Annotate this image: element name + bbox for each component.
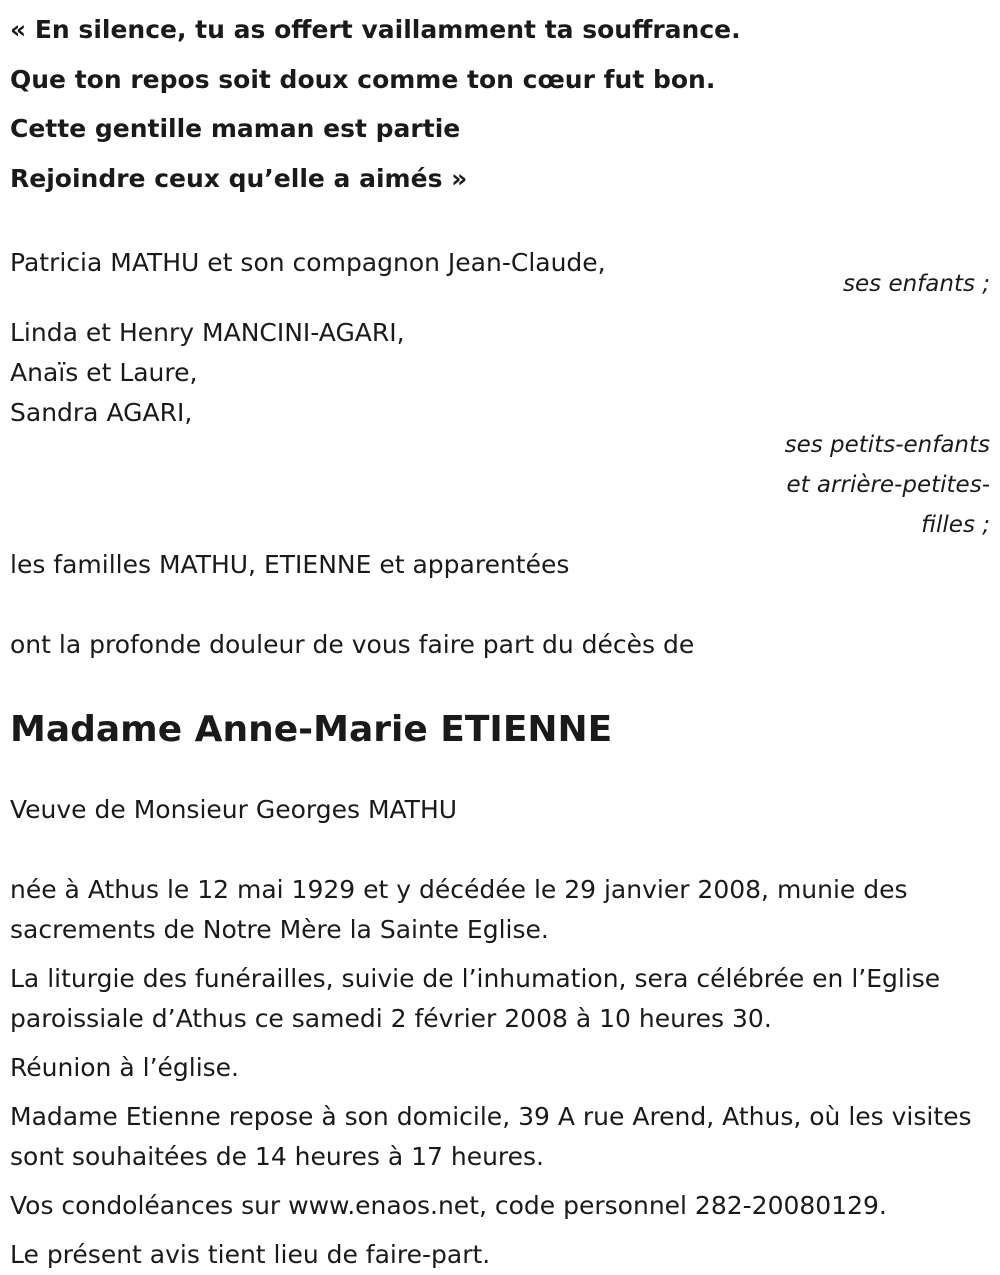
- detail-paragraph: La liturgie des funérailles, suivie de l’inhumation, sera célébrée en l’Eglise paroissiale d’Athus ce samedi 2 février 2008 à 10 heures 30.: [10, 964, 941, 1033]
- details-section: [10, 870, 990, 1275]
- grandchild-name: Linda et Henry MANCINI-AGARI,: [10, 318, 405, 347]
- spacer: [10, 665, 990, 706]
- role-line: ses petits-enfants: [784, 432, 990, 458]
- spacer: [10, 754, 990, 790]
- children-role: ses enfants ;: [843, 271, 990, 297]
- detail-paragraph: Madame Etienne repose à son domicile, 39 A rue Arend, Athus, où les visites sont souhaitées de 14 heures à 17 heures.: [10, 1102, 972, 1171]
- grandchild-name: Sandra AGARI,: [10, 398, 193, 427]
- quote-line: « En silence, tu as offert vaillamment ta souffrance.: [10, 15, 741, 44]
- detail-paragraph: née à Athus le 12 mai 1929 et y décédée le 29 janvier 2008, munie des sacrements de Notre Mère la Sainte Eglise.: [10, 875, 908, 944]
- deceased-name: Madame Anne-Marie ETIENNE: [10, 709, 613, 750]
- spacer: [10, 297, 990, 313]
- widow-of: Veuve de Monsieur Georges MATHU: [10, 795, 458, 824]
- quote-line: Cette gentille maman est partie: [10, 114, 461, 143]
- detail-paragraph: Vos condoléances sur www.enaos.net, code personnel 282-20080129.: [10, 1191, 887, 1220]
- role-line: filles ;: [921, 512, 990, 538]
- grandchild-name: Anaïs et Laure,: [10, 358, 198, 387]
- spacer: [10, 203, 990, 245]
- announcement: ont la profonde douleur de vous faire part du décès de: [10, 630, 695, 659]
- role-line: et arrière-petites-: [786, 472, 990, 498]
- families-line: les familles MATHU, ETIENNE et apparentées: [10, 550, 570, 579]
- grandchildren-role: [10, 425, 990, 545]
- spacer: [10, 585, 990, 625]
- quote-line: Que ton repos soit doux comme ton cœur fut bon.: [10, 64, 716, 94]
- quote-line: Rejoindre ceux qu’elle a aimés »: [10, 163, 468, 193]
- detail-paragraph: Réunion à l’église.: [10, 1053, 240, 1082]
- spacer: [10, 830, 990, 870]
- children-names: Patricia MATHU et son compagnon Jean-Claude,: [10, 248, 606, 277]
- family-section: [10, 245, 990, 585]
- detail-paragraph: Le présent avis tient lieu de faire-part.: [10, 1240, 491, 1269]
- opening-quote: [10, 0, 990, 203]
